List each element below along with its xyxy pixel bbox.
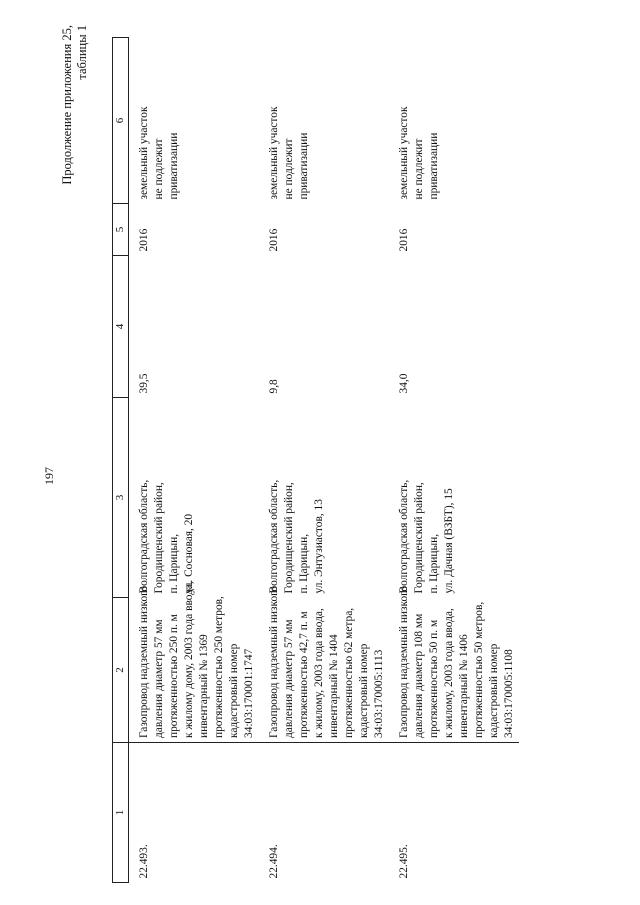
description-cell-line: кадастровый номер [228, 643, 240, 738]
note-cell-line: не подлежит [413, 138, 425, 200]
address-cell [259, 398, 389, 598]
row-number-cell-line: 22.495. [398, 844, 410, 879]
description-cell-line: протяженностью 250 п. м [168, 614, 180, 738]
address-cell-line: Волгоградская область, [398, 479, 410, 594]
description-cell-line: 34:03:170005:1108 [503, 649, 515, 738]
description-cell-line: инвентарный № 1404 [328, 634, 340, 738]
note-cell [129, 38, 260, 204]
description-cell-line: Газопровод надземный низкого [398, 585, 410, 738]
note-cell-line: земельный участок [268, 106, 280, 200]
description-cell-line: кадастровый номер [488, 643, 500, 738]
description-cell-line: кадастровый номер [358, 643, 370, 738]
property-table [112, 37, 519, 883]
value-cell-line: 39,5 [138, 373, 150, 394]
column-header: 1 [113, 743, 129, 883]
description-cell-line: давления диаметр 57 мм [153, 619, 165, 738]
address-cell-line: п. Царицын, [168, 533, 180, 594]
row-number-cell [259, 743, 389, 883]
column-header: 3 [113, 398, 129, 598]
value-cell [389, 256, 519, 398]
note-cell-line: земельный участок [398, 106, 410, 200]
description-cell-line: протяженностью 250 метров, [213, 596, 225, 738]
description-cell-line: инвентарный № 1406 [458, 634, 470, 738]
note-cell [389, 38, 519, 204]
continuation-line: Продолжение приложения 25, [60, 25, 74, 185]
description-cell-line: 34:03:170005:1113 [373, 649, 385, 738]
description-cell-line: к жилому дому, 2003 года ввода, [183, 581, 195, 738]
continuation-note [60, 25, 90, 205]
address-cell [389, 398, 519, 598]
value-cell-line: 34,0 [398, 373, 410, 394]
address-cell-line: ул. Энтузиастов, 13 [313, 499, 325, 594]
address-cell-line: ул. Сосновая, 20 [183, 513, 195, 594]
value-cell [129, 256, 260, 398]
year-cell-line: 2016 [268, 228, 280, 252]
year-cell-line: 2016 [138, 228, 150, 252]
note-cell [259, 38, 389, 204]
description-cell-line: к жилому, 2003 года ввода, [443, 608, 455, 738]
description-cell [389, 585, 519, 743]
note-cell-line: земельный участок [138, 106, 150, 200]
row-number-cell-line: 22.494. [268, 844, 280, 879]
description-cell-line: 34:03:170001:1747 [243, 648, 255, 738]
value-cell [259, 256, 389, 398]
address-cell-line: Городищенский район, [153, 482, 165, 594]
description-cell-line: давления диаметр 108 мм [413, 613, 425, 738]
column-header: 4 [113, 256, 129, 398]
address-cell-line: Волгоградская область, [268, 479, 280, 594]
address-cell-line: п. Царицын, [298, 533, 310, 594]
value-cell-line: 9,8 [268, 379, 280, 394]
address-cell [129, 398, 260, 598]
page-number: 197 [42, 467, 56, 485]
table-body [129, 38, 520, 883]
continuation-line: таблицы 1 [75, 25, 89, 80]
description-cell-line: к жилому, 2003 года ввода, [313, 608, 325, 738]
note-cell-line: приватизации [168, 132, 180, 200]
address-cell-line: ул. Дачная (ВЗБТ), 15 [443, 488, 455, 594]
description-cell-line: протяженностью 50 метров, [473, 601, 485, 738]
address-cell-line: Волгоградская область, [138, 479, 150, 594]
note-cell-line: приватизации [298, 132, 310, 200]
year-cell-line: 2016 [398, 228, 410, 252]
description-cell-line: Газопровод надземный низкого [138, 585, 150, 738]
column-header: 5 [113, 204, 129, 256]
row-number-cell [389, 743, 519, 883]
description-cell-line: протяженностью 42,7 п. м [298, 611, 310, 738]
description-cell-line: инвентарный № 1369 [198, 634, 210, 738]
header-row [113, 38, 129, 883]
description-cell-line: Газопровод надземный низкого [268, 585, 280, 738]
description-cell-line: протяженностью 50 п. м [428, 619, 440, 738]
address-cell-line: Городищенский район, [413, 482, 425, 594]
row-number-cell-line: 22.493. [138, 844, 150, 879]
note-cell-line: не подлежит [153, 138, 165, 200]
description-cell [129, 581, 260, 743]
note-cell-line: приватизации [428, 132, 440, 200]
table-row [129, 38, 260, 883]
column-header: 2 [113, 598, 129, 743]
row-number-cell [129, 743, 260, 883]
year-cell [389, 204, 519, 256]
description-cell-line: протяженностью 62 метра, [343, 607, 355, 738]
table-row [259, 38, 389, 883]
address-cell-line: п. Царицын, [428, 533, 440, 594]
description-cell-line: давления диаметр 57 мм [283, 619, 295, 738]
description-cell [259, 585, 389, 743]
column-header: 6 [113, 38, 129, 204]
year-cell [259, 204, 389, 256]
note-cell-line: не подлежит [283, 138, 295, 200]
address-cell-line: Городищенский район, [283, 482, 295, 594]
year-cell [129, 204, 260, 256]
table-row [389, 38, 519, 883]
